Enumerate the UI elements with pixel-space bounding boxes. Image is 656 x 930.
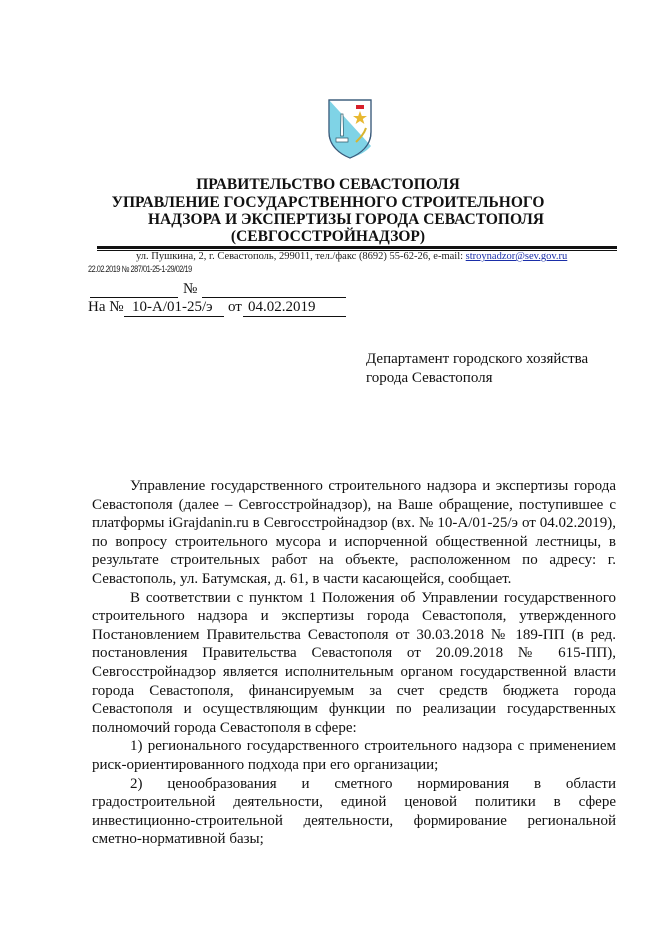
in-reply-from-label: от xyxy=(228,299,242,315)
letter-body xyxy=(92,477,616,849)
body-list-item-2: 2) ценообразования и сметного нормирования в области градостроительной деятельности, единой ценовой политики в сфере инвестиционно-строительной деятельности, формирование региональной сметно-нормативной базы; xyxy=(92,775,616,848)
registration-stamp: 22.02.2019 № 287/01-25-1-29/02/19 xyxy=(88,264,192,274)
header-divider-thick xyxy=(97,246,617,249)
in-reply-label: На № xyxy=(88,299,124,315)
outgoing-number-underline xyxy=(202,297,346,298)
body-paragraph-regulation: В соответствии с пунктом 1 Положения об Управлении государственного строительного надзора и экспертизы города Севастополя, утвержденного Постановлением Правительства Севастополя от 30.03.2018 № 189-ПП (в ред. постановления Правительства Севастополя от 20.09.2018 № 615-ПП), Севгосстройнадзор является исполнительным органом государственной власти города Севастополя, финансируемым за счет средств бюджета города Севастополя и осуществляющим функции по реализации государственных полномочий города Севастополя в сфере: xyxy=(92,589,616,736)
recipient-line2: города Севастополя xyxy=(366,370,493,386)
letterhead-address xyxy=(136,251,567,262)
recipient-block xyxy=(366,350,588,388)
letterhead-agency-line1: УПРАВЛЕНИЕ ГОСУДАРСТВЕННОГО СТРОИТЕЛЬНОГО xyxy=(111,194,545,211)
coat-of-arms-icon xyxy=(326,98,374,160)
in-reply-number-underline xyxy=(124,316,224,317)
body-list-item-1: 1) регионального государственного строительного надзора с применением риск-ориентированного подхода при его организации; xyxy=(92,738,616,773)
in-reply-number: 10-А/01-25/э xyxy=(132,299,213,315)
email-link[interactable]: stroynadzor@sev.gov.ru xyxy=(465,251,568,262)
letterhead-agency-line2: НАДЗОРА И ЭКСПЕРТИЗЫ ГОРОДА СЕВАСТОПОЛЯ xyxy=(147,211,544,228)
in-reply-date: 04.02.2019 xyxy=(248,299,316,315)
body-paragraph-intro: Управление государственного строительного надзора и экспертизы города Севастополя (далее – Севгосстройнадзор), на Ваше обращение, поступившее с платформы iGrajdanin.ru в Севгосстройнадзор (вх. № 10-А/01-25/э от 04.02.2019), по вопросу строительного мусора и испорченной общественной лестницы, в результате строительных работ на объекте, расположенном по адресу: г. Севастополь, ул. Батумская, д. 61, в части касающейся, сообщает. xyxy=(92,478,616,587)
letterhead-government: ПРАВИТЕЛЬСТВО СЕВАСТОПОЛЯ xyxy=(196,176,460,193)
outgoing-date-underline xyxy=(90,297,178,298)
address-text: ул. Пушкина, 2, г. Севастополь, 299011, тел./факс (8692) 55-62-26, e-mail: xyxy=(136,251,466,262)
recipient-line1: Департамент городского хозяйства xyxy=(366,351,589,367)
letterhead-abbreviation: (СЕВГОССТРОЙНАДЗОР) xyxy=(230,228,426,245)
in-reply-date-underline xyxy=(243,316,346,317)
outgoing-number-label: № xyxy=(183,281,198,297)
